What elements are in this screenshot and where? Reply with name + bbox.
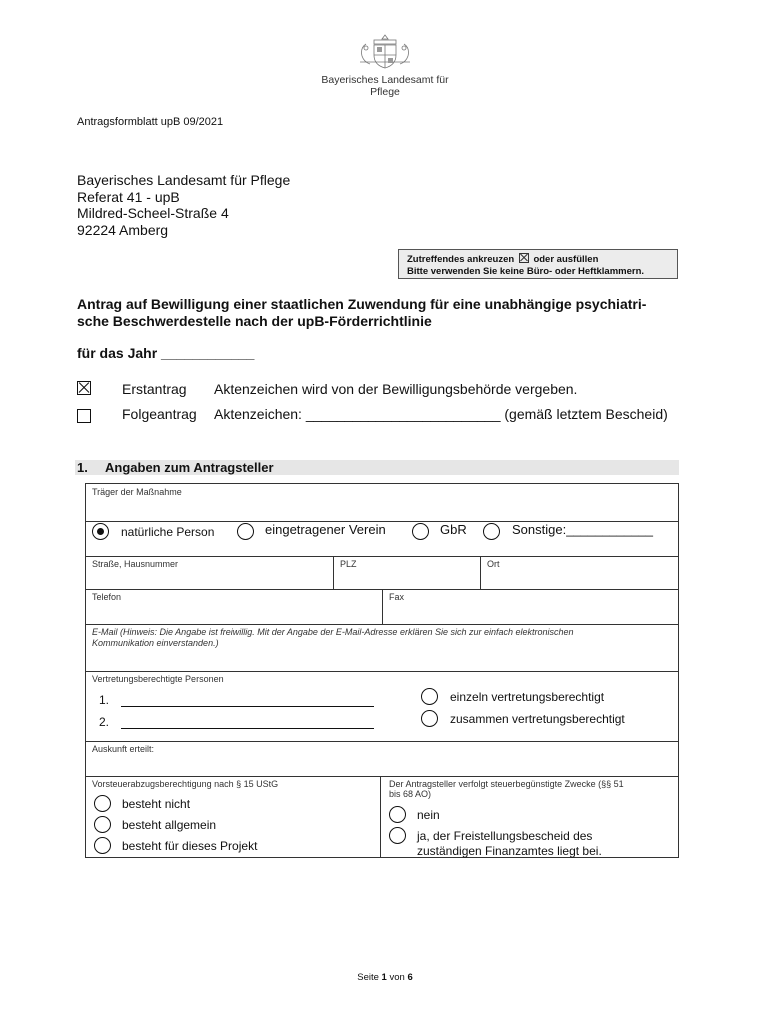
gbr-radio[interactable] [412, 523, 429, 540]
natural-person-label: natürliche Person [121, 525, 215, 539]
erstantrag-checkbox[interactable] [77, 381, 91, 395]
tax-no-radio[interactable] [389, 806, 406, 823]
representatives-label: Vertretungsberechtigte Personen [92, 674, 224, 684]
address-line4: 92224 Amberg [77, 221, 169, 238]
gbr-label: GbR [440, 522, 467, 537]
rep-number-1: 1. [99, 693, 110, 707]
authority-line2: Pflege [370, 86, 400, 98]
footer-total: 6 [407, 972, 413, 983]
footer-mid: von [389, 972, 405, 983]
tax-yes-label-line2: zuständigen Finanzamtes liegt bei. [417, 844, 602, 858]
city-field[interactable] [480, 556, 679, 590]
tax-label-line2: bis 68 AO) [389, 789, 432, 799]
fax-label: Fax [389, 592, 405, 602]
instruction-box [398, 249, 678, 279]
registered-association-radio[interactable] [237, 523, 254, 540]
authority-line1: Bayerisches Landesamt für [321, 74, 449, 86]
representatives-field [85, 671, 679, 742]
year-field[interactable]: für das Jahr ____________ [77, 345, 255, 361]
joint-rep-radio[interactable] [421, 710, 438, 727]
page-footer [0, 972, 770, 983]
rep-number-2: 2. [99, 715, 110, 729]
tax-label-line1: Der Antragsteller verfolgt steuerbegünstigte Zwecke (§§ 51 [389, 779, 624, 789]
individual-rep-radio[interactable] [421, 688, 438, 705]
traeger-label: Träger der Maßnahme [92, 487, 182, 497]
phone-label: Telefon [92, 592, 122, 602]
natural-person-radio[interactable] [92, 523, 109, 540]
recipient-address [77, 172, 290, 238]
title-line2: sche Beschwerdestelle nach der upB-Förderrichtlinie [77, 313, 432, 329]
address-line3: Mildred-Scheel-Straße 4 [77, 205, 229, 221]
plz-label: PLZ [340, 559, 357, 569]
vat-general-radio[interactable] [94, 816, 111, 833]
title-line1: Antrag auf Bewilligung einer staatlichen Zuwendung für eine unabhängige psychiatri- [77, 296, 647, 312]
folgeantrag-checkbox[interactable] [77, 409, 91, 423]
email-label-line2: Kommunikation einverstanden.) [92, 638, 219, 648]
folgeantrag-label: Folgeantrag [122, 406, 197, 422]
tax-no-label: nein [417, 808, 440, 822]
folgeantrag-text[interactable]: Aktenzeichen: _________________________ (gemäß letztem Bescheid) [214, 406, 668, 422]
fax-field[interactable] [382, 589, 679, 625]
vat-none-radio[interactable] [94, 795, 111, 812]
entity-type-row [85, 521, 679, 557]
vat-field [85, 776, 381, 858]
info-label: Auskunft erteilt: [92, 744, 155, 754]
hint-text-b: oder ausfüllen [533, 254, 599, 265]
vat-general-label: besteht allgemein [122, 818, 217, 832]
vat-project-label: besteht für dieses Projekt [122, 839, 258, 853]
footer-page: 1 [381, 972, 387, 983]
vat-label: Vorsteuerabzugsberechtigung nach § 15 UStG [92, 779, 279, 789]
phone-field[interactable] [85, 589, 383, 625]
erstantrag-text: Aktenzeichen wird von der Bewilligungsbehörde vergeben. [214, 381, 578, 397]
document-title [77, 296, 687, 330]
joint-rep-label: zusammen vertretungsberechtigt [450, 712, 625, 726]
address-line1: Bayerisches Landesamt für Pflege [77, 172, 291, 188]
traeger-field[interactable] [85, 483, 679, 522]
tax-field [380, 776, 679, 858]
vat-none-label: besteht nicht [122, 797, 191, 811]
tax-yes-radio[interactable] [389, 827, 406, 844]
other-label[interactable]: Sonstige:____________ [512, 522, 653, 537]
tax-yes-label-line1: ja, der Freistellungsbescheid des [417, 829, 593, 843]
email-field[interactable] [85, 624, 679, 672]
section-title: Angaben zum Antragsteller [105, 460, 274, 475]
registered-association-label: eingetragener Verein [265, 522, 386, 537]
street-label: Straße, Hausnummer [92, 559, 179, 569]
erstantrag-label: Erstantrag [122, 381, 187, 397]
address-line2: Referat 41 - upB [77, 188, 180, 205]
rep-2-input[interactable] [121, 728, 374, 729]
email-label-line1: E-Mail (Hinweis: Die Angabe ist freiwillig. Mit der Angabe der E-Mail-Adresse erklären Sie sich zur einfach elektronischen [92, 627, 574, 637]
vat-project-radio[interactable] [94, 837, 111, 854]
section-header [75, 460, 679, 475]
info-field[interactable] [85, 741, 679, 777]
bavarian-coat-of-arms-icon [352, 32, 418, 70]
street-field[interactable] [85, 556, 334, 590]
section-number: 1. [77, 460, 88, 475]
hint-line2: Bitte verwenden Sie keine Büro- oder Heftklammern. [407, 266, 645, 277]
authority-name [300, 74, 470, 98]
rep-1-input[interactable] [121, 706, 374, 707]
checked-box-icon [519, 253, 529, 263]
hint-text-a: Zutreffendes ankreuzen [407, 254, 515, 265]
form-code: Antragsformblatt upB 09/2021 [77, 116, 224, 128]
city-label: Ort [487, 559, 500, 569]
individual-rep-label: einzeln vertretungsberechtigt [450, 690, 605, 704]
footer-prefix: Seite [357, 972, 379, 983]
plz-field[interactable] [333, 556, 481, 590]
other-radio[interactable] [483, 523, 500, 540]
